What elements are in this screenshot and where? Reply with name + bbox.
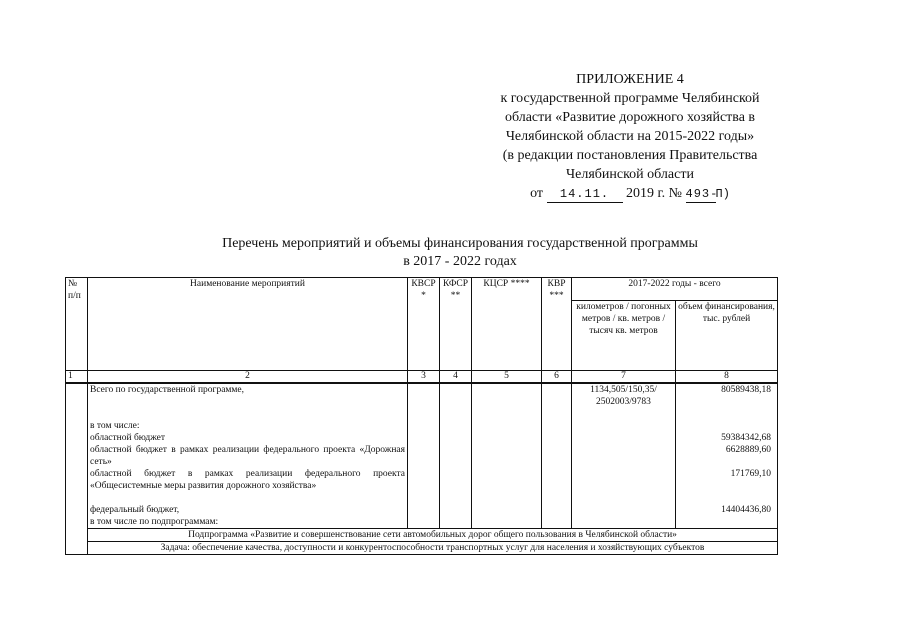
row-km (572, 420, 676, 432)
row-km (572, 516, 676, 529)
from-label: от (530, 186, 543, 201)
col-number: 6 (542, 371, 572, 384)
appendix-title: ПРИЛОЖЕНИЕ 4 (576, 72, 684, 87)
row-name: областной бюджет в рамках реализации федерального проекта «Общесистемные меры развития дорожного хозяйства» (88, 468, 408, 492)
appendix-line-4: (в редакции постановления Правительства (502, 148, 758, 163)
decree-number-suffix: П) (715, 187, 730, 201)
document-title-line-2: в 2017 - 2022 годах (403, 254, 517, 269)
table-gap-row (66, 408, 778, 420)
subprogram-title: Подпрограмма «Развитие и совершенствование сети автомобильных дорог общего пользования в Челябинской области» (88, 529, 778, 542)
header-amount: объем финансирования, тыс. рублей (676, 301, 778, 371)
row-km: 1134,505/150,35/ 2502003/9783 (572, 383, 676, 408)
table-row (66, 468, 778, 492)
col-number: 1 (66, 371, 88, 384)
header-name: Наименование мероприятий (88, 278, 408, 371)
row-km (572, 444, 676, 468)
row-amount (676, 420, 778, 432)
header-kvr: КВР *** (542, 278, 572, 371)
document-title (100, 235, 820, 271)
header-kfsr: КФСР ** (440, 278, 472, 371)
decree-date: 14.11. (547, 187, 623, 203)
header-total: 2017-2022 годы - всего (572, 278, 778, 301)
funding-table (65, 277, 778, 555)
row-name: федеральный бюджет, (88, 504, 408, 516)
col-number: 4 (440, 371, 472, 384)
header-km: километров / погонных метров / кв. метров / тысяч кв. метров (572, 301, 676, 371)
table-header-row (66, 278, 778, 301)
row-amount: 6628889,60 (676, 444, 778, 468)
row-amount (676, 516, 778, 529)
table-row (66, 383, 778, 408)
col-number: 8 (676, 371, 778, 384)
table-gap-row (66, 492, 778, 504)
row-name: в том числе: (88, 420, 408, 432)
row-amount: 171769,10 (676, 468, 778, 492)
row-km (572, 468, 676, 492)
row-amount: 59384342,68 (676, 432, 778, 444)
table-row (66, 420, 778, 432)
row-amount: 14404436,80 (676, 504, 778, 516)
header-num: № п/п (66, 278, 88, 371)
table-row (66, 504, 778, 516)
row-km (572, 504, 676, 516)
year-label: 2019 г. № (626, 186, 683, 201)
table-row (66, 516, 778, 529)
appendix-line-5: Челябинской области (566, 167, 694, 182)
row-name: Всего по государственной программе, (88, 383, 408, 408)
col-number: 3 (408, 371, 440, 384)
table-row (66, 444, 778, 468)
row-name: в том числе по подпрограммам: (88, 516, 408, 529)
decree-line (470, 184, 790, 204)
row-name: областной бюджет в рамках реализации федерального проекта «Дорожная сеть» (88, 444, 408, 468)
task-title: Задача: обеспечение качества, доступности и конкурентоспособности транспортных услуг для населения и хозяйствующих субъектов (88, 542, 778, 555)
column-number-row (66, 371, 778, 384)
col-number: 2 (88, 371, 408, 384)
col-number: 7 (572, 371, 676, 384)
decree-number: 493- (685, 187, 719, 201)
row-amount: 80589438,18 (676, 383, 778, 408)
appendix-line-1: к государственной программе Челябинской (500, 91, 760, 106)
row-name: областной бюджет (88, 432, 408, 444)
task-row (66, 542, 778, 555)
appendix-line-3: Челябинской области на 2015-2022 годы» (505, 129, 755, 144)
table-row (66, 432, 778, 444)
col-number: 5 (472, 371, 542, 384)
subprogram-row (66, 529, 778, 542)
row-km (572, 432, 676, 444)
document-title-line-1: Перечень мероприятий и объемы финансирования государственной программы (222, 236, 698, 251)
appendix-line-2: области «Развитие дорожного хозяйства в (504, 110, 756, 125)
appendix-block (470, 70, 790, 204)
header-kcsr: КЦСР **** (472, 278, 542, 371)
header-kvsr: КВСР * (408, 278, 440, 371)
